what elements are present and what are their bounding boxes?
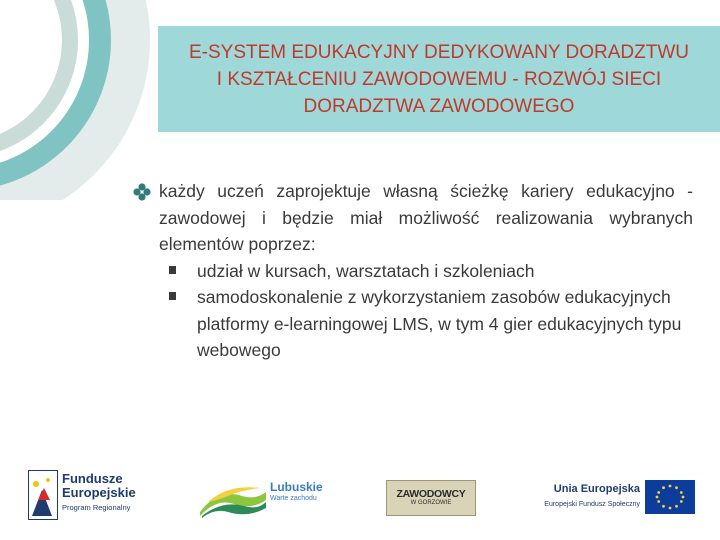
eu-line-1: Unia Europejska bbox=[553, 483, 640, 495]
fe-line-2: Europejskie bbox=[62, 485, 136, 500]
title-line-1: E-SYSTEM EDUKACYJNY DEDYKOWANY DORADZTWU bbox=[188, 41, 690, 63]
fe-line-3: Program Regionalny bbox=[62, 503, 131, 512]
sub-bullet-1 bbox=[133, 258, 693, 285]
diamond-bullet-icon bbox=[133, 182, 151, 200]
sub-bullet-2-text: samodoskonalenie z wykorzystaniem zasobów edukacyjnych platformy e-learningowej LMS, w tym 4 gier edukacyjnych typu webowego bbox=[197, 287, 682, 360]
fe-line-1: Fundusze bbox=[62, 471, 123, 486]
slide-content bbox=[133, 178, 693, 364]
lubuskie-hills-icon bbox=[198, 482, 268, 518]
zawodowcy-line-1: ZAWODOWCY bbox=[396, 488, 466, 500]
footer-logos bbox=[0, 458, 720, 536]
lubuskie-logo bbox=[198, 476, 328, 526]
square-bullet-icon bbox=[169, 266, 176, 274]
title-banner bbox=[158, 26, 720, 132]
main-bullet-text: każdy uczeń zaprojektuje własną ścieżkę kariery edukacyjno -zawodowej i będzie miał możliwość realizowania wybranych elementów poprzez: bbox=[159, 181, 693, 254]
fundusze-europejskie-logo bbox=[28, 468, 158, 528]
zawodowcy-line-2: W GORZOWIE bbox=[410, 500, 452, 506]
lubuskie-line-2: Warte zachodu bbox=[270, 495, 317, 502]
title-line-2: I KSZTAŁCENIU ZAWODOWEMU - ROZWÓJ SIECI bbox=[216, 68, 662, 90]
lubuskie-line-1: Lubuskie bbox=[270, 480, 323, 494]
eu-line-2: Europejski Fundusz Społeczny bbox=[544, 501, 640, 508]
main-bullet bbox=[133, 178, 693, 258]
title-line-3: DORADZTWA ZAWODOWEGO bbox=[303, 95, 575, 117]
square-bullet-icon bbox=[169, 292, 176, 300]
fe-emblem-icon bbox=[28, 470, 58, 520]
sub-bullet-2 bbox=[133, 284, 693, 364]
decorative-arcs bbox=[0, 0, 170, 200]
unia-europejska-text bbox=[530, 480, 640, 520]
eu-flag-icon bbox=[645, 480, 695, 514]
sub-bullet-1-text: udział w kursach, warsztatach i szkoleniach bbox=[197, 260, 535, 281]
zawodowcy-logo bbox=[386, 480, 476, 516]
